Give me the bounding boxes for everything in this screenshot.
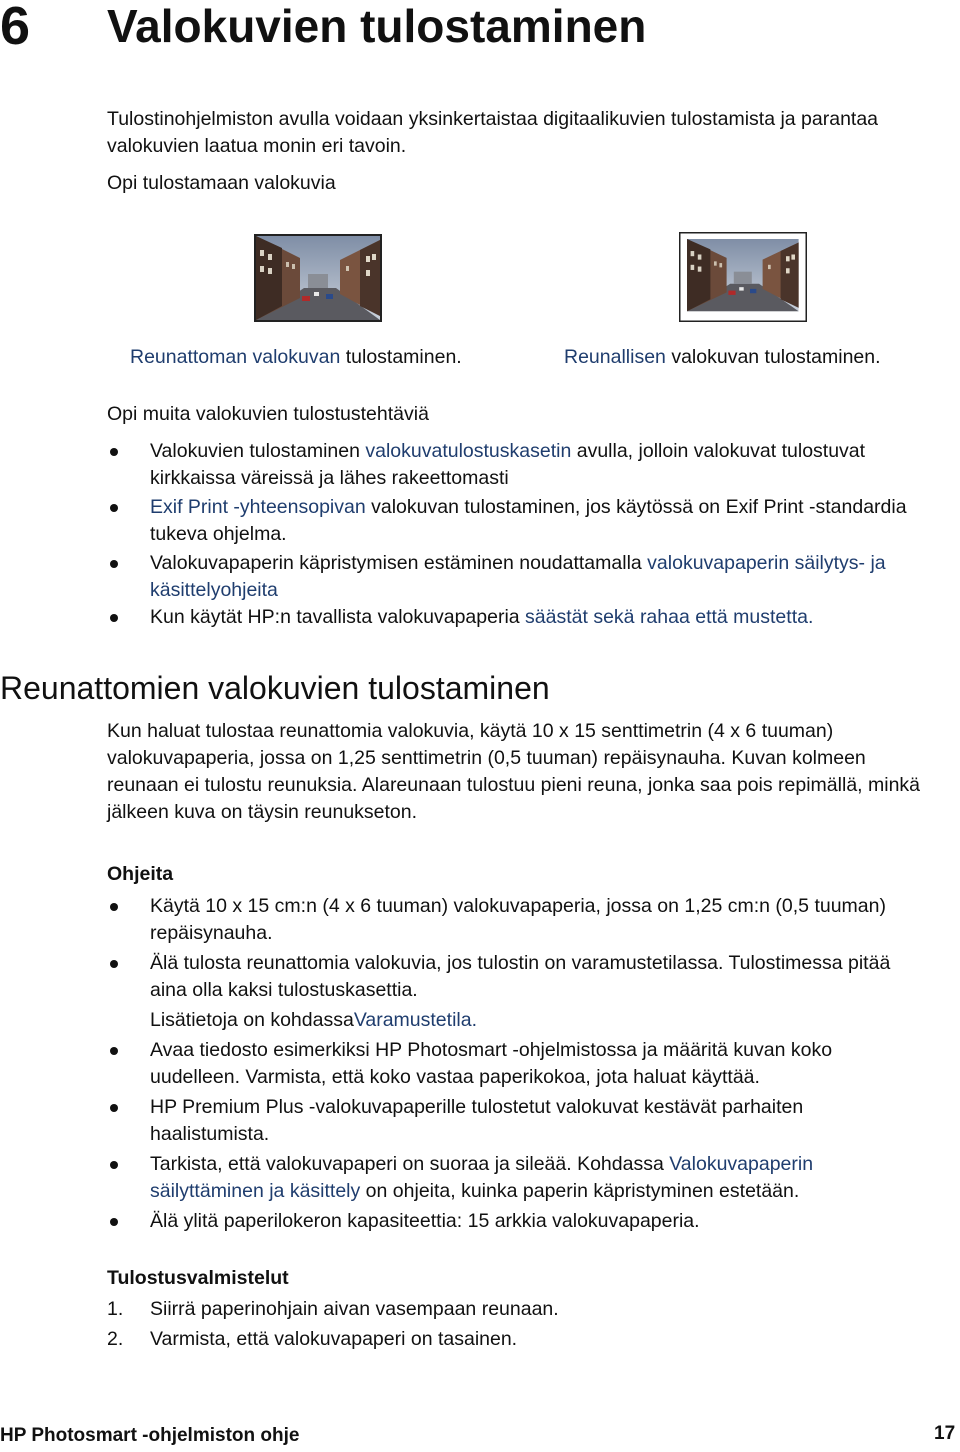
- save-money-link[interactable]: säästät sekä rahaa että mustetta.: [525, 606, 814, 628]
- bullet-icon: [110, 1047, 118, 1055]
- list-item: Käytä 10 x 15 cm:n (4 x 6 tuuman) valokuvapaperia, jossa on 1,25 cm:n (0,5 tuuman) repäisynauha.: [107, 893, 907, 947]
- borderless-photo-thumbnail[interactable]: [254, 234, 382, 322]
- step-item: 2. Varmista, että valokuvapaperi on tasainen.: [107, 1328, 518, 1350]
- borderless-description: Kun haluat tulostaa reunattomia valokuvia, käytä 10 x 15 senttimetrin (4 x 6 tuuman) valokuvapaperia, jossa on 1,25 senttimetrin (0,5 tuuman) repäisynauha. Kuvan kolmeen reunaan ei tulostu reunuksia. Alareunaan tulostuu pieni reuna, jonka saa pois repimällä, minkä jälkeen kuva on täysin reunukseton.: [107, 720, 921, 823]
- photo-cartridge-link[interactable]: valokuvatulostuskasetin: [365, 440, 572, 462]
- page-number: 17: [934, 1423, 956, 1444]
- prep-steps: [107, 1294, 907, 1354]
- chapter-title: Valokuvien tulostaminen: [107, 0, 647, 52]
- guidelines-list: [107, 893, 907, 1235]
- photo-paper-storage-link[interactable]: valokuvapaperin säilytys- ja käsittelyohjeita: [150, 552, 886, 601]
- list-item: Valokuvapaperin käpristymisen estäminen noudattamalla valokuvapaperin säilytys- ja käsittelyohjeita: [107, 550, 907, 604]
- list-item: Kun käytät HP:n tavallista valokuvapaperia säästät sekä rahaa että mustetta.: [107, 604, 907, 631]
- list-item: Älä tulosta reunattomia valokuvia, jos tulostin on varamustetilassa. Tulostimessa pitää aina olla kaksi tulostuskasettia. Lisätietoja on kohdassaVaramustetila.: [107, 950, 907, 1034]
- other-tasks-list: [107, 438, 907, 631]
- bullet-icon: [110, 448, 118, 456]
- bullet-icon: [110, 614, 118, 622]
- exif-print-link[interactable]: Exif Print -yhteensopivan: [150, 496, 366, 518]
- bullet-icon: [110, 560, 118, 568]
- borderless-photo-link[interactable]: Reunattoman valokuvan: [130, 346, 341, 368]
- reserve-ink-mode-link[interactable]: Varamustetila.: [353, 1009, 478, 1031]
- other-tasks-heading: Opi muita valokuvien tulostustehtäviä: [107, 403, 429, 425]
- bullet-icon: [110, 960, 118, 968]
- list-item: Tarkista, että valokuvapaperi on suoraa ja sileää. Kohdassa Valokuvapaperin säilyttäminen ja käsittely on ohjeita, kuinka paperin käpristyminen estetään.: [107, 1151, 907, 1205]
- list-item: Exif Print -yhteensopivan valokuvan tulostaminen, jos käytössä on Exif Print -standardia tukeva ohjelma.: [107, 494, 907, 548]
- bullet-icon: [110, 1218, 118, 1226]
- step-item: 1. Siirrä paperinohjain aivan vasempaan reunaan.: [107, 1298, 559, 1320]
- bullet-icon: [110, 903, 118, 911]
- section-title: Reunattomien valokuvien tulostaminen: [0, 670, 550, 706]
- bordered-photo-link[interactable]: Reunallisen: [564, 346, 666, 368]
- footer-doc-title: HP Photosmart -ohjelmiston ohje: [0, 1425, 300, 1446]
- prep-heading: Tulostusvalmistelut: [107, 1267, 289, 1289]
- bordered-photo-caption: Reunallisen valokuvan tulostaminen.: [564, 346, 881, 368]
- intro-text: Tulostinohjelmiston avulla voidaan yksinkertaistaa digitaalikuvien tulostamista ja parantaa valokuvien laatua monin eri tavoin.: [107, 108, 879, 157]
- chapter-number: 6: [0, 0, 31, 56]
- list-item: Älä ylitä paperilokeron kapasiteettia: 15 arkkia valokuvapaperia.: [107, 1208, 907, 1235]
- bullet-icon: [110, 504, 118, 512]
- bordered-photo-thumbnail[interactable]: [679, 232, 807, 322]
- photo-paper-handling-link[interactable]: Valokuvapaperin säilyttäminen ja käsittely: [150, 1153, 814, 1202]
- list-item: HP Premium Plus -valokuvapaperille tulostetut valokuvat kestävät parhaiten haalistumista.: [107, 1094, 907, 1148]
- bullet-icon: [110, 1104, 118, 1112]
- list-item: Valokuvien tulostaminen valokuvatulostuskasetin avulla, jolloin valokuvat tulostuvat kirkkaissa väreissä ja lähes rakeettomasti: [107, 438, 907, 492]
- borderless-photo-caption: Reunattoman valokuvan tulostaminen.: [130, 346, 462, 368]
- street-photo-image: [254, 234, 382, 322]
- street-photo-image: [679, 232, 807, 322]
- guidelines-heading: Ohjeita: [107, 863, 174, 885]
- learn-heading: Opi tulostamaan valokuvia: [107, 172, 336, 194]
- bullet-icon: [110, 1161, 118, 1169]
- list-item: Avaa tiedosto esimerkiksi HP Photosmart -ohjelmistossa ja määritä kuvan koko uudelleen. Varmista, että koko vastaa paperikokoa, jota haluat käyttää.: [107, 1037, 907, 1091]
